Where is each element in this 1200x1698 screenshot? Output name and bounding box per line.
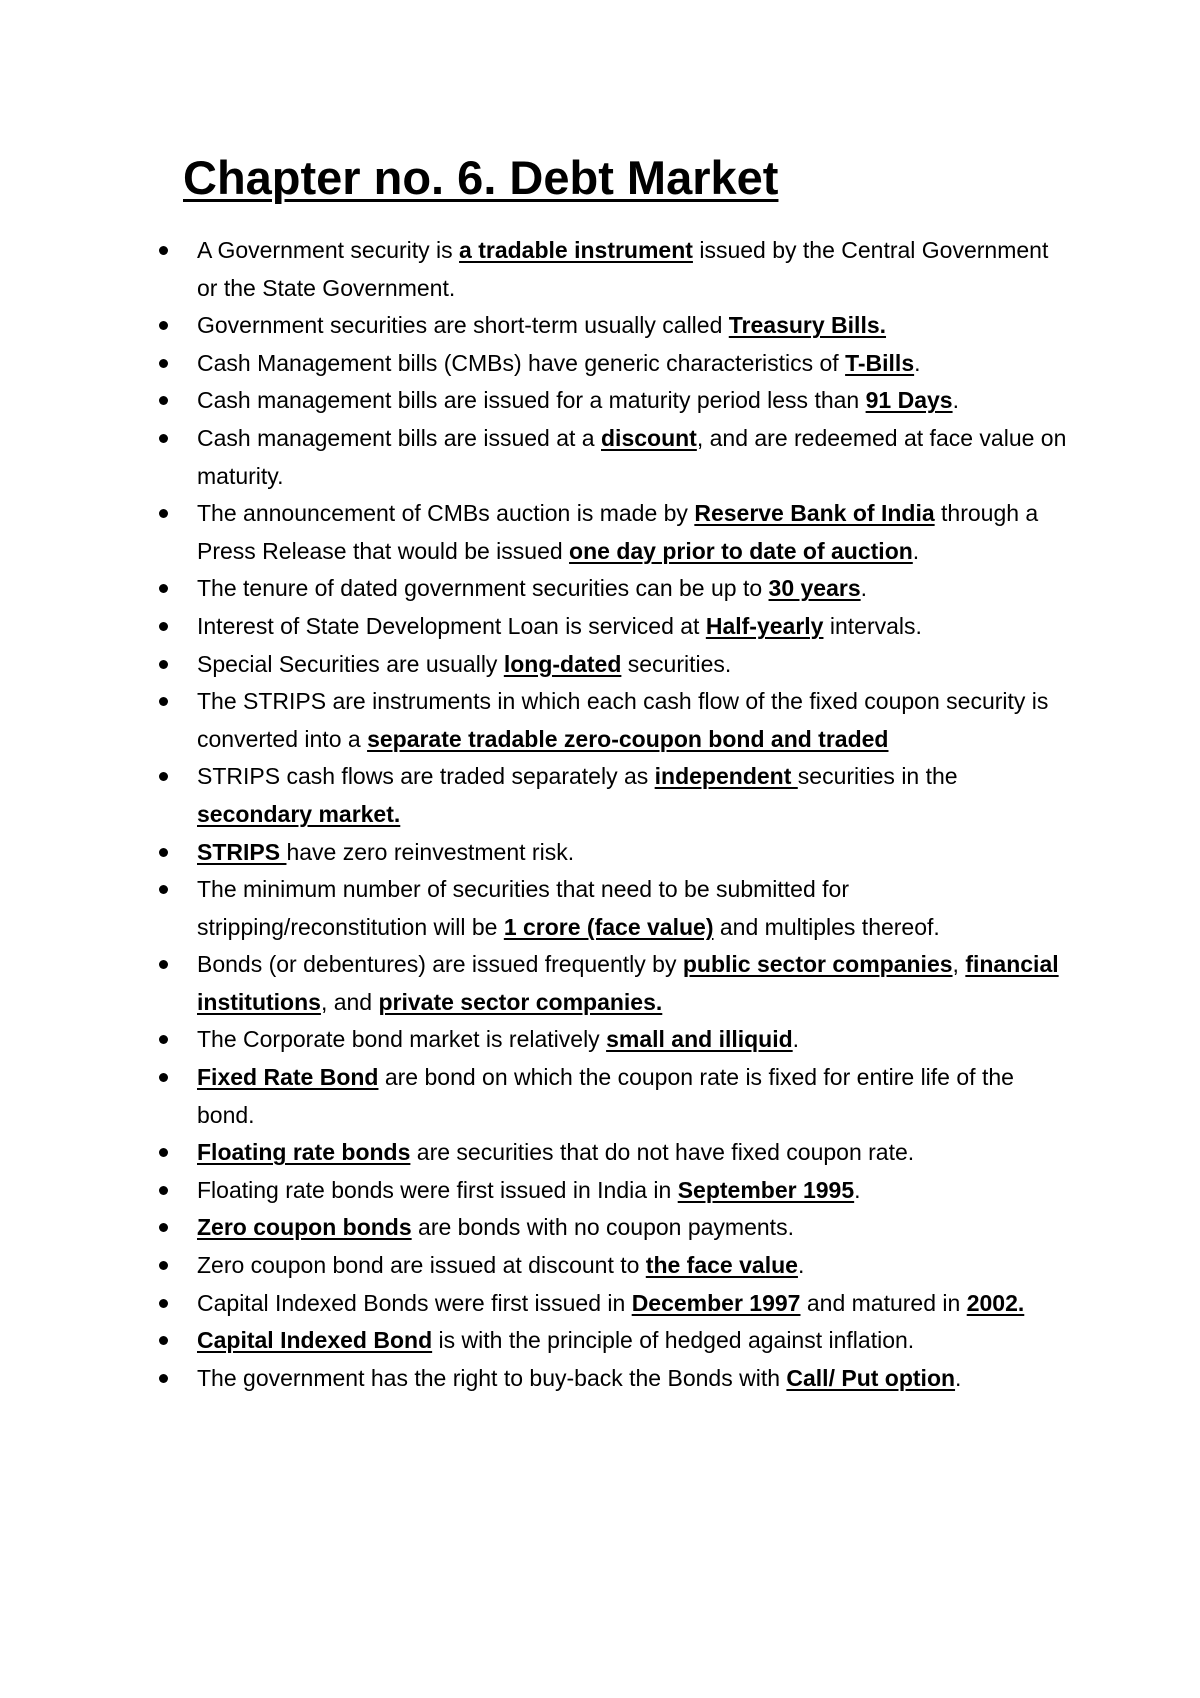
key-term: 1 crore (face value) (503, 913, 714, 940)
list-item (159, 1134, 1069, 1172)
key-term: secondary market. (197, 800, 401, 827)
text-run: Special Securities are usually (197, 650, 504, 677)
text-run: and multiples thereof. (713, 913, 940, 940)
text-run: are securities that do not have fixed coupon rate. (410, 1139, 915, 1166)
text-run: Interest of State Development Loan is serviced at (197, 612, 706, 639)
key-term: the face value (645, 1252, 798, 1279)
page-title: Chapter no. 6. Debt Market (183, 151, 779, 204)
list-item-text (197, 758, 1069, 833)
bullet-icon (159, 1073, 168, 1082)
text-run: are bond on which the coupon rate is fixed for entire life of the bond. (197, 1064, 1014, 1128)
text-run: have zero reinvestment risk. (286, 838, 575, 865)
text-run: The STRIPS are instruments in which each cash flow of the fixed coupon security is converted into a (197, 688, 1049, 752)
key-term: Treasury Bills. (728, 312, 887, 339)
list-item-text (197, 646, 1069, 684)
text-run: . (797, 1252, 805, 1279)
text-run: . (955, 1364, 962, 1391)
bullet-icon (159, 1299, 168, 1308)
text-run: Zero coupon bond are issued at discount to (197, 1252, 646, 1279)
list-item-text (197, 1172, 1069, 1210)
text-run: , (952, 951, 966, 978)
key-term: public sector companies (682, 951, 953, 978)
text-run: Capital Indexed Bonds were first issued in (197, 1289, 632, 1316)
list-item-text (197, 1360, 1069, 1398)
bullet-icon (159, 1261, 168, 1270)
list-item-text (197, 1285, 1069, 1323)
list-item (159, 1247, 1069, 1285)
key-term: Reserve Bank of India (694, 500, 935, 527)
key-term: financial institutions (197, 951, 1059, 1015)
text-run: Floating rate bonds were first issued in India in (197, 1176, 678, 1203)
bullet-icon (159, 321, 168, 330)
list-item-text (197, 834, 1069, 872)
list-item (159, 871, 1069, 946)
bullet-icon (159, 848, 168, 857)
text-run: Bonds (or debentures) are issued frequently by (197, 951, 683, 978)
text-run: Government securities are short-term usually called (197, 312, 729, 339)
bullet-icon (159, 246, 168, 255)
key-term: Zero coupon bonds (197, 1214, 412, 1241)
list-item (159, 683, 1069, 758)
key-term: discount (601, 424, 697, 451)
list-item-text (197, 1134, 1069, 1172)
list-item (159, 307, 1069, 345)
text-run: . (914, 349, 921, 376)
text-run: , and are redeemed at face value on maturity. (197, 424, 1067, 489)
bullet-icon (159, 660, 168, 669)
key-term: STRIPS (197, 838, 287, 865)
text-run: through a Press Release that would be issued (197, 500, 1039, 564)
list-item (159, 420, 1069, 495)
list-item-text (197, 1021, 1069, 1059)
bullet-icon (159, 622, 168, 631)
list-item (159, 608, 1069, 646)
list-item-text (197, 420, 1069, 495)
bullet-icon (159, 772, 168, 781)
key-term: Call/ Put option (786, 1364, 956, 1391)
text-run: are bonds with no coupon payments. (411, 1214, 794, 1241)
list-item-text (197, 345, 1069, 383)
list-item (159, 1360, 1069, 1398)
text-run: securities. (621, 650, 732, 677)
list-item-text (197, 307, 1069, 345)
key-term: private sector companies. (378, 988, 663, 1015)
list-item-text (197, 232, 1069, 307)
text-run: issued by the Central Government or the State Government. (197, 237, 1049, 301)
bullet-icon (159, 584, 168, 593)
text-run: The Corporate bond market is relatively (197, 1026, 607, 1053)
bullet-icon (159, 434, 168, 443)
text-run: A Government security is (197, 237, 460, 263)
list-item-text (197, 608, 1069, 646)
key-term: December 1997 (631, 1289, 801, 1316)
key-term: one day prior to date of auction (569, 537, 913, 564)
text-run: The government has the right to buy-back the Bonds with (197, 1364, 787, 1391)
bullet-icon (159, 1148, 168, 1157)
list-item (159, 1172, 1069, 1210)
list-item (159, 946, 1069, 1021)
text-run: . (792, 1026, 800, 1053)
text-run: . (952, 387, 959, 414)
key-term: 30 years (768, 575, 861, 602)
text-run: The tenure of dated government securities can be up to (197, 575, 769, 602)
key-term: independent (654, 763, 798, 790)
list-item (159, 646, 1069, 684)
key-term: 2002. (966, 1289, 1025, 1316)
text-run: intervals. (823, 612, 922, 639)
text-run: The minimum number of securities that need to be submitted for stripping/reconstitution will be (197, 876, 849, 940)
key-term: Fixed Rate Bond (197, 1064, 379, 1091)
list-item (159, 382, 1069, 420)
list-item-text (197, 1059, 1069, 1134)
key-term: 91 Days (865, 387, 953, 414)
list-item (159, 570, 1069, 608)
key-term: Half-yearly (705, 612, 824, 639)
list-item (159, 834, 1069, 872)
key-term: September 1995 (677, 1176, 855, 1203)
list-item-text (197, 495, 1069, 570)
list-item-text (197, 570, 1069, 608)
bullet-list (159, 232, 1069, 1397)
bullet-icon (159, 1223, 168, 1232)
text-run: Cash management bills are issued at a (197, 424, 601, 451)
list-item-text (197, 382, 1069, 420)
key-term: separate tradable zero-coupon bond and traded (367, 725, 889, 752)
bullet-icon (159, 509, 168, 518)
bullet-icon (159, 1035, 168, 1044)
list-item (159, 1285, 1069, 1323)
list-item (159, 1059, 1069, 1134)
bullet-icon (159, 1186, 168, 1195)
key-term: T-Bills (845, 349, 915, 376)
list-item-text (197, 1322, 1069, 1360)
list-item (159, 495, 1069, 570)
text-run: Cash Management bills (CMBs) have generic characteristics of (197, 349, 846, 376)
key-term: small and illiquid (606, 1026, 793, 1053)
bullet-icon (159, 1336, 168, 1345)
list-item-text (197, 683, 1069, 758)
list-item (159, 345, 1069, 383)
text-run: securities in the (797, 763, 958, 790)
text-run: STRIPS cash flows are traded separately as (197, 763, 655, 790)
bullet-icon (159, 960, 168, 969)
bullet-icon (159, 697, 168, 706)
text-run: is with the principle of hedged against inflation. (432, 1327, 915, 1354)
bullet-icon (159, 1374, 168, 1383)
key-term: long-dated (503, 650, 622, 677)
text-run: The announcement of CMBs auction is made by (197, 500, 695, 527)
key-term: a tradable instrument (459, 237, 693, 263)
bullet-icon (159, 359, 168, 368)
list-item-text (197, 871, 1069, 946)
text-run: . (860, 575, 868, 602)
list-item-text (197, 946, 1069, 1021)
list-item-text (197, 1209, 1069, 1247)
list-item-text (197, 1247, 1069, 1285)
text-run: and matured in (800, 1289, 967, 1316)
list-item (159, 758, 1069, 833)
list-item (159, 1322, 1069, 1360)
key-term: Capital Indexed Bond (197, 1327, 433, 1354)
text-run: . (912, 537, 920, 564)
text-run: . (854, 1176, 861, 1203)
bullet-icon (159, 885, 168, 894)
bullet-icon (159, 396, 168, 405)
list-item (159, 1021, 1069, 1059)
list-item (159, 1209, 1069, 1247)
key-term: Floating rate bonds (197, 1139, 411, 1166)
text-run: , and (320, 988, 379, 1015)
list-item (159, 232, 1069, 307)
text-run: Cash management bills are issued for a maturity period less than (197, 387, 866, 414)
